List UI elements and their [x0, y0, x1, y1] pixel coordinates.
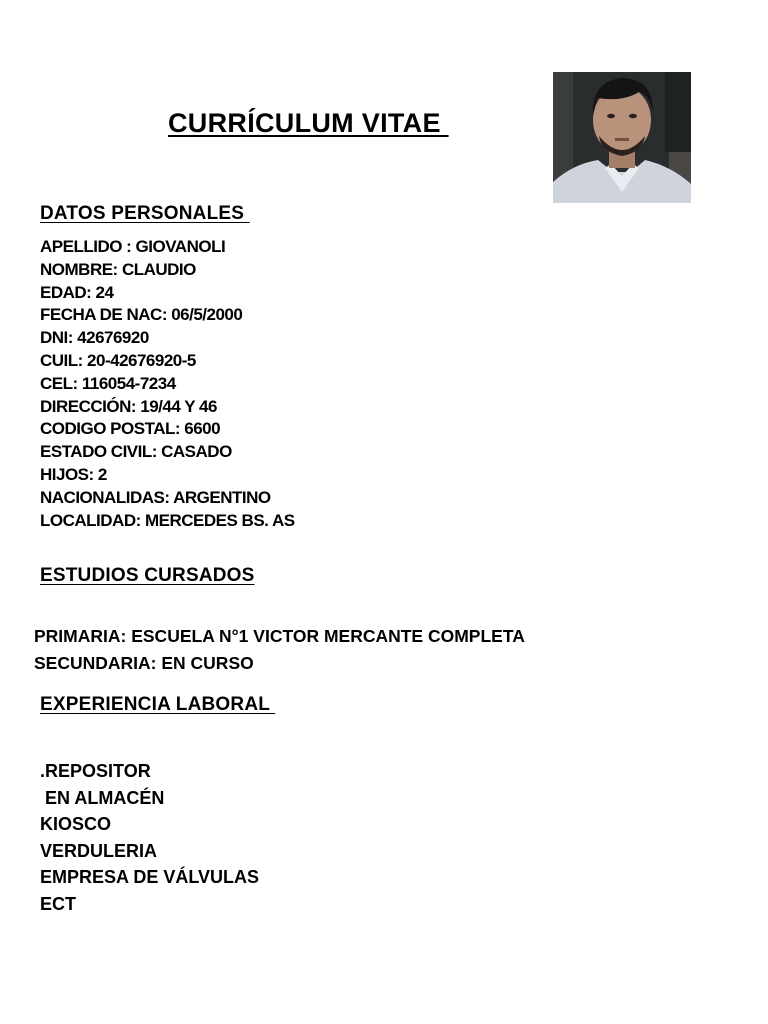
work-experience-line: ECT [40, 893, 76, 914]
person-photo-icon [553, 72, 691, 203]
studies-heading: ESTUDIOS CURSADOS [40, 565, 255, 586]
work-experience-list [40, 758, 259, 917]
work-experience-line: .REPOSITOR [40, 761, 151, 781]
work-experience-line: KIOSCO [40, 814, 112, 834]
studies-line: SECUNDARIA: EN CURSO [34, 652, 254, 673]
personal-data-line: NACIONALIDAS: ARGENTINO [40, 487, 271, 507]
personal-data-line: CODIGO POSTAL: 6600 [40, 419, 221, 439]
personal-data-line: EDAD: 24 [40, 282, 114, 302]
document-title: CURRÍCULUM VITAE [168, 108, 449, 138]
personal-data-line: FECHA DE NAC: 06/5/2000 [40, 305, 243, 325]
personal-data-line: CUIL: 20-42676920-5 [40, 350, 196, 370]
work-experience-line: VERDULERIA [40, 840, 158, 861]
studies-line: PRIMARIA: ESCUELA N°1 VICTOR MERCANTE COMPLETA [34, 626, 525, 646]
profile-photo [553, 72, 691, 203]
personal-data-line: CEL: 116054-7234 [40, 373, 176, 393]
personal-data-line: DNI: 42676920 [40, 328, 149, 348]
personal-data-heading: DATOS PERSONALES [40, 203, 250, 224]
personal-data-line: APELLIDO : GIOVANOLI [40, 237, 226, 256]
personal-data-line: DIRECCIÓN: 19/44 Y 46 [40, 396, 217, 416]
personal-data-line: LOCALIDAD: MERCEDES BS. AS [40, 510, 295, 530]
work-experience-heading: EXPERIENCIA LABORAL [40, 694, 276, 715]
personal-data-list [40, 236, 295, 532]
studies-list [34, 623, 525, 676]
personal-data-line: HIJOS: 2 [40, 464, 107, 484]
work-experience-line: EMPRESA DE VÁLVULAS [40, 867, 260, 887]
personal-data-line: NOMBRE: CLAUDIO [40, 259, 196, 279]
work-experience-line: EN ALMACÉN [40, 787, 165, 808]
personal-data-line: ESTADO CIVIL: CASADO [40, 442, 232, 462]
